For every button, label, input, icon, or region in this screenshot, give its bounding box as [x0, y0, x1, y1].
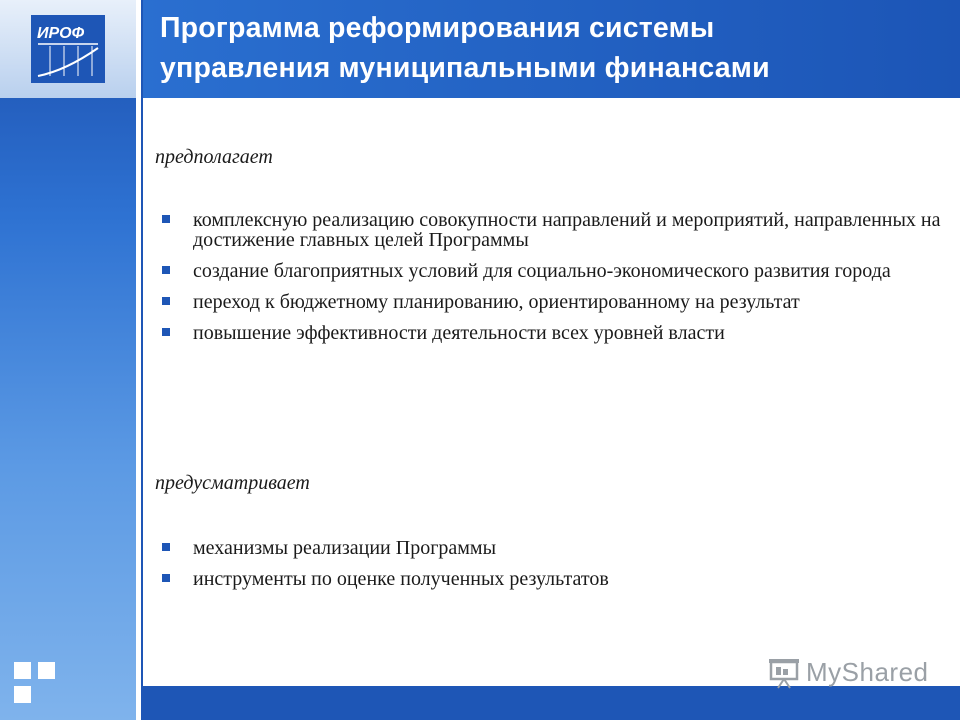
bullet-icon — [162, 574, 170, 582]
bullet-icon — [162, 543, 170, 551]
section-intro-1: предполагает — [155, 146, 273, 168]
square-icon — [14, 686, 31, 703]
bullet-icon — [162, 266, 170, 274]
title-line-2: управления муниципальными финансами — [160, 52, 770, 84]
square-icon — [38, 662, 55, 679]
list-item: переход к бюджетному планированию, ориентированному на результат — [155, 292, 945, 312]
sidebar-divider-line — [141, 0, 143, 720]
bullet-icon — [162, 215, 170, 223]
left-sidebar-band — [0, 0, 136, 720]
section-intro-2: предусматривает — [155, 472, 310, 494]
watermark — [768, 655, 928, 689]
footer-bar — [143, 686, 960, 720]
slide-title — [160, 8, 955, 88]
title-line-1: Программа реформирования системы — [160, 12, 715, 44]
bullet-icon — [162, 297, 170, 305]
list-item: комплексную реализацию совокупности направлений и мероприятий, направленных на достижение главных целей Программы — [155, 210, 945, 250]
bullet-icon — [162, 328, 170, 336]
list-item: создание благоприятных условий для социально-экономического развития города — [155, 261, 945, 281]
bullet-list-2 — [155, 538, 945, 600]
square-icon — [14, 662, 31, 679]
list-item: повышение эффективности деятельности всех уровней власти — [155, 323, 945, 343]
list-item: механизмы реализации Программы — [155, 538, 945, 558]
presentation-icon — [768, 657, 802, 689]
irof-logo-icon — [30, 14, 106, 84]
logo — [0, 0, 136, 98]
bullet-list-1 — [155, 210, 945, 354]
logo-text: ИРОФ — [37, 25, 85, 42]
list-item: инструменты по оценке полученных результатов — [155, 569, 945, 589]
watermark-text: MyShared — [806, 657, 929, 687]
